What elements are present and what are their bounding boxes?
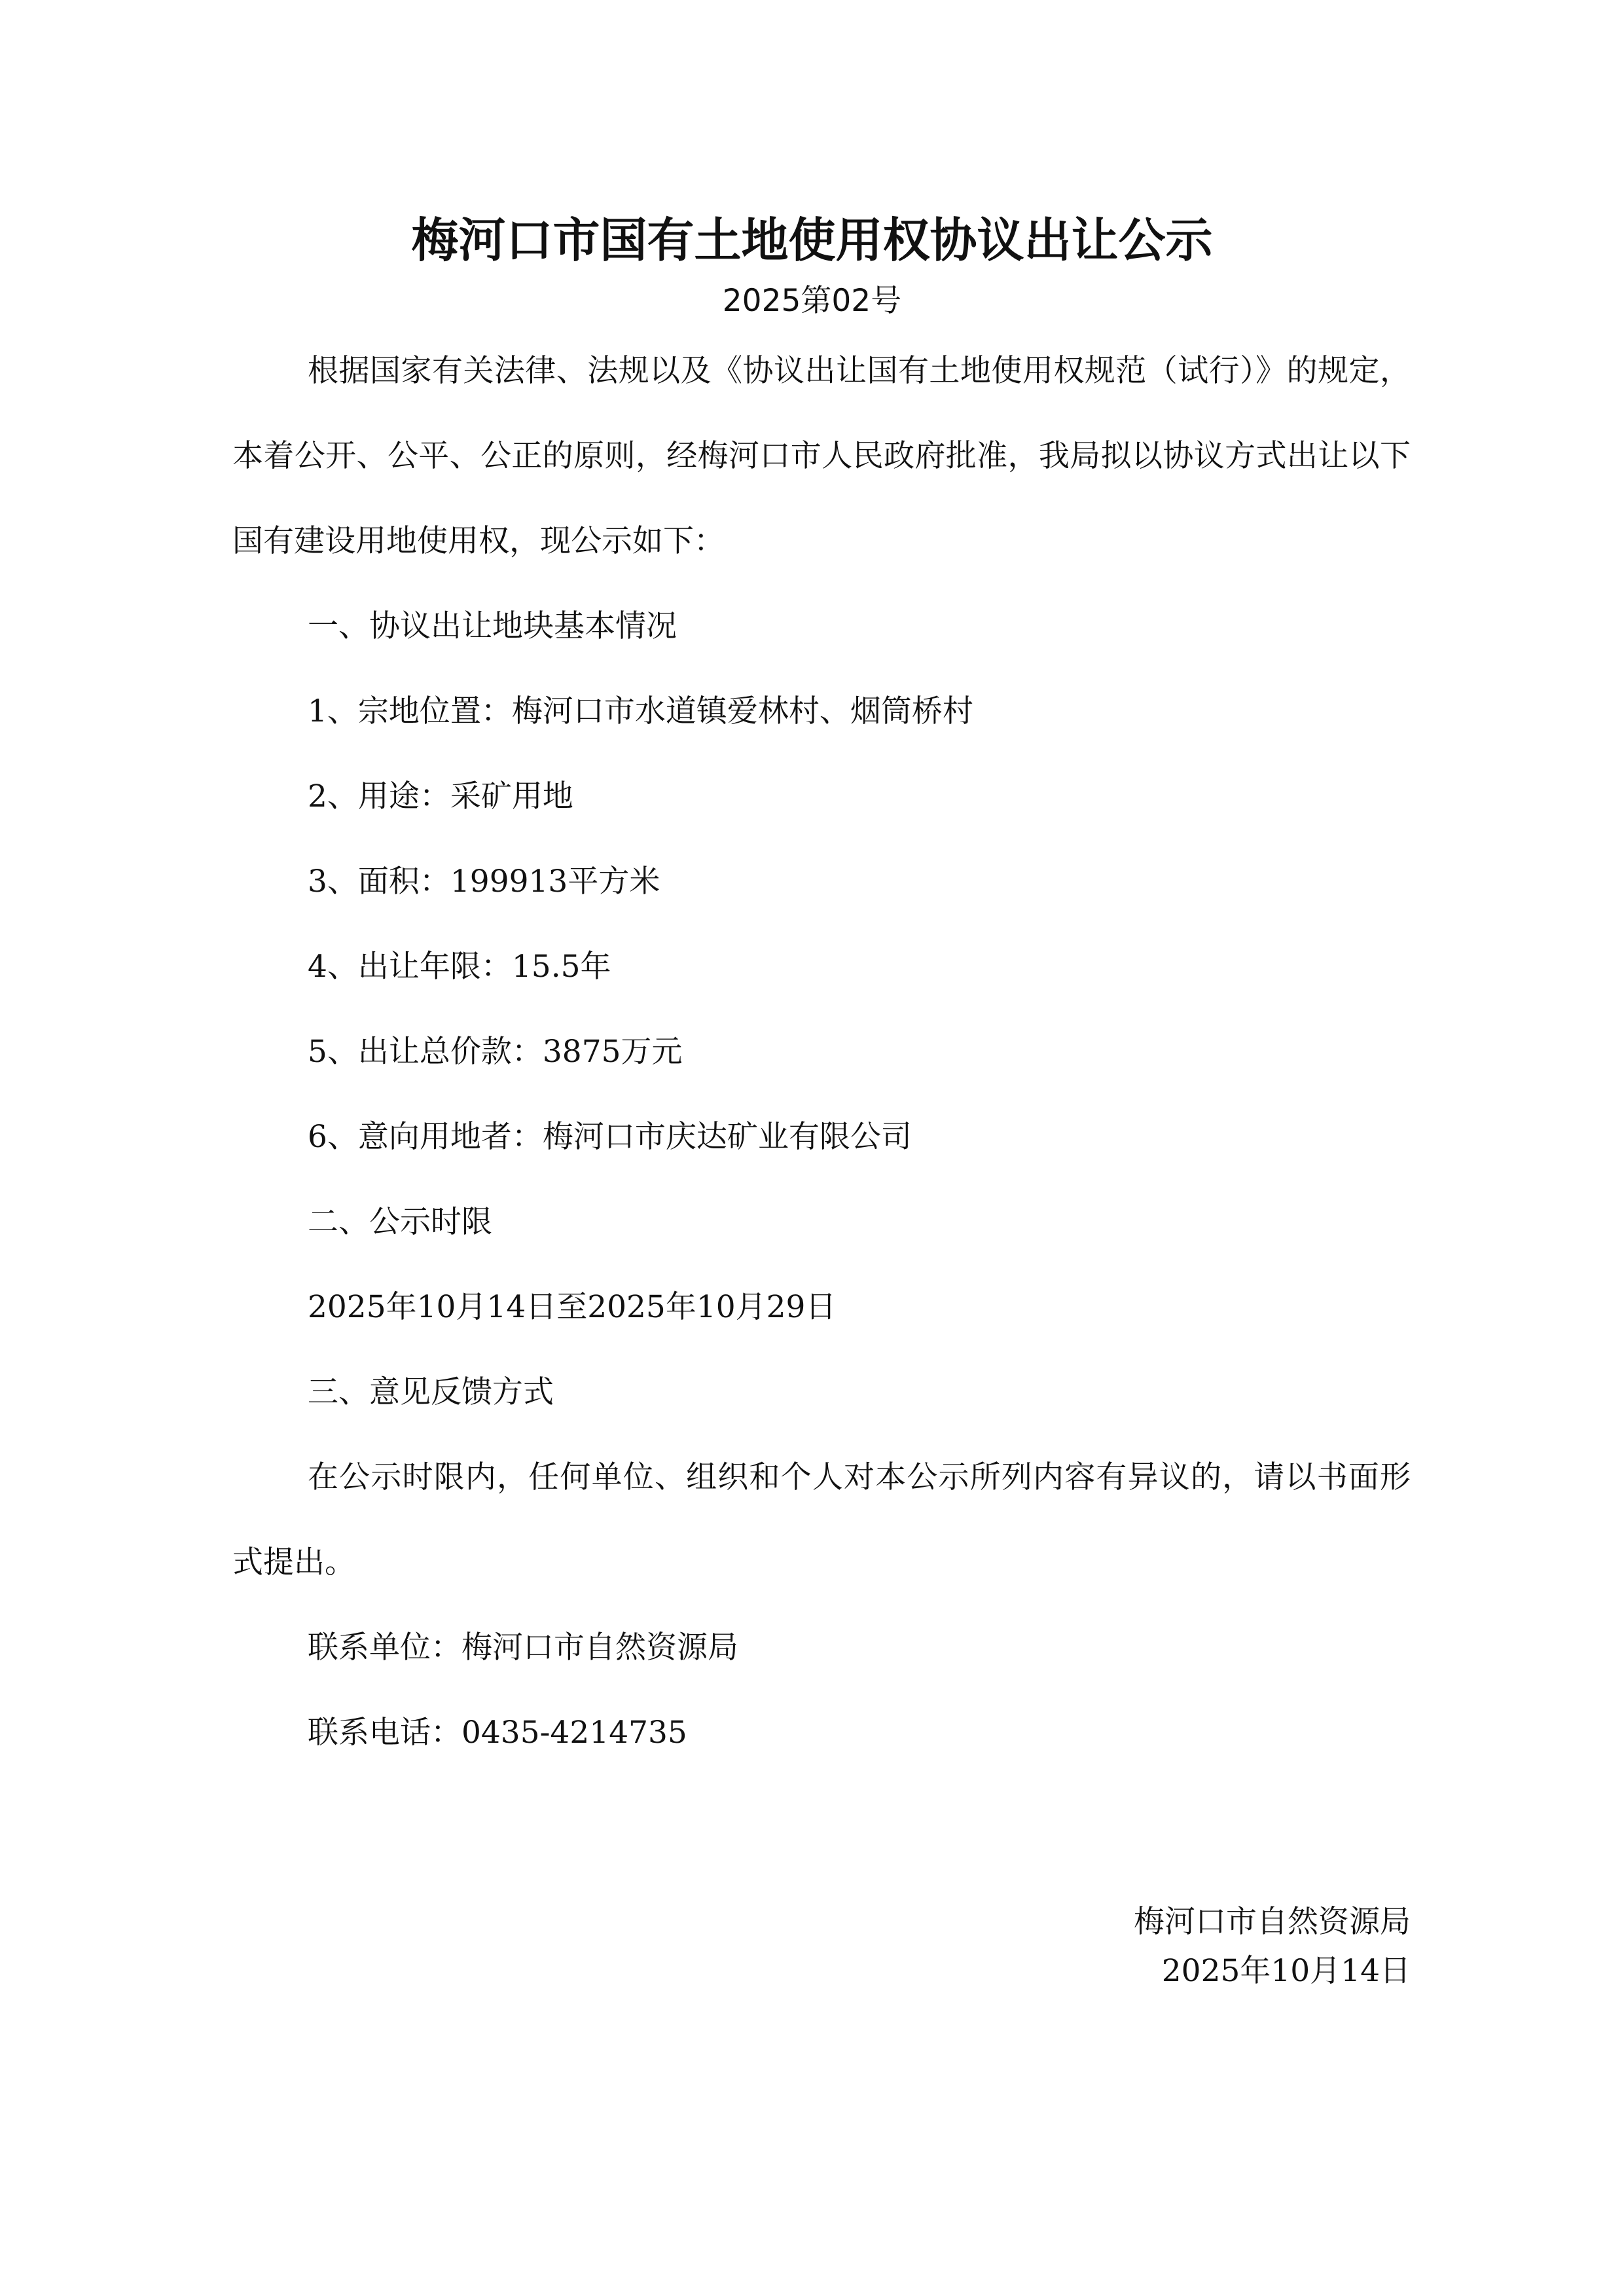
item-usage: 2、用途：采矿用地 bbox=[308, 778, 573, 814]
item-intended-user: 6、意向用地者：梅河口市庆达矿业有限公司 bbox=[308, 1119, 912, 1155]
section-heading-basic-info: 一、协议出让地块基本情况 bbox=[308, 608, 677, 644]
item-area: 3、面积：199913平方米 bbox=[308, 864, 660, 900]
document-number: 2025第02号 bbox=[722, 283, 902, 319]
document-title: 梅河口市国有土地使用权协议出让公示 bbox=[411, 213, 1213, 268]
item-location: 1、宗地位置：梅河口市水道镇爱林村、烟筒桥村 bbox=[308, 693, 973, 729]
item-total-price: 5、出让总价款：3875万元 bbox=[308, 1034, 683, 1070]
signature-date: 2025年10月14日 bbox=[1161, 1953, 1411, 1989]
contact-phone: 联系电话：0435-4214735 bbox=[308, 1715, 687, 1751]
item-term: 4、出让年限：15.5年 bbox=[308, 949, 611, 985]
document-body bbox=[232, 329, 1411, 1776]
contact-unit: 联系单位：梅河口市自然资源局 bbox=[308, 1630, 738, 1666]
period-text: 2025年10月14日至2025年10月29日 bbox=[308, 1289, 837, 1325]
section-heading-feedback: 三、意见反馈方式 bbox=[308, 1374, 554, 1410]
signature-organization: 梅河口市自然资源局 bbox=[1134, 1904, 1411, 1940]
intro-paragraph: 根据国家有关法律、法规以及《协议出让国有土地使用权规范（试行）》的规定，本着公开、公平、公正的原则，经梅河口市人民政府批准，我局拟以协议方式出让以下国有建设用地使用权，现公示如下： bbox=[232, 353, 1411, 559]
section-heading-period: 二、公示时限 bbox=[308, 1204, 492, 1240]
feedback-paragraph: 在公示时限内，任何单位、组织和个人对本公示所列内容有异议的，请以书面形式提出。 bbox=[232, 1459, 1411, 1580]
signature-block bbox=[1134, 1897, 1411, 1995]
